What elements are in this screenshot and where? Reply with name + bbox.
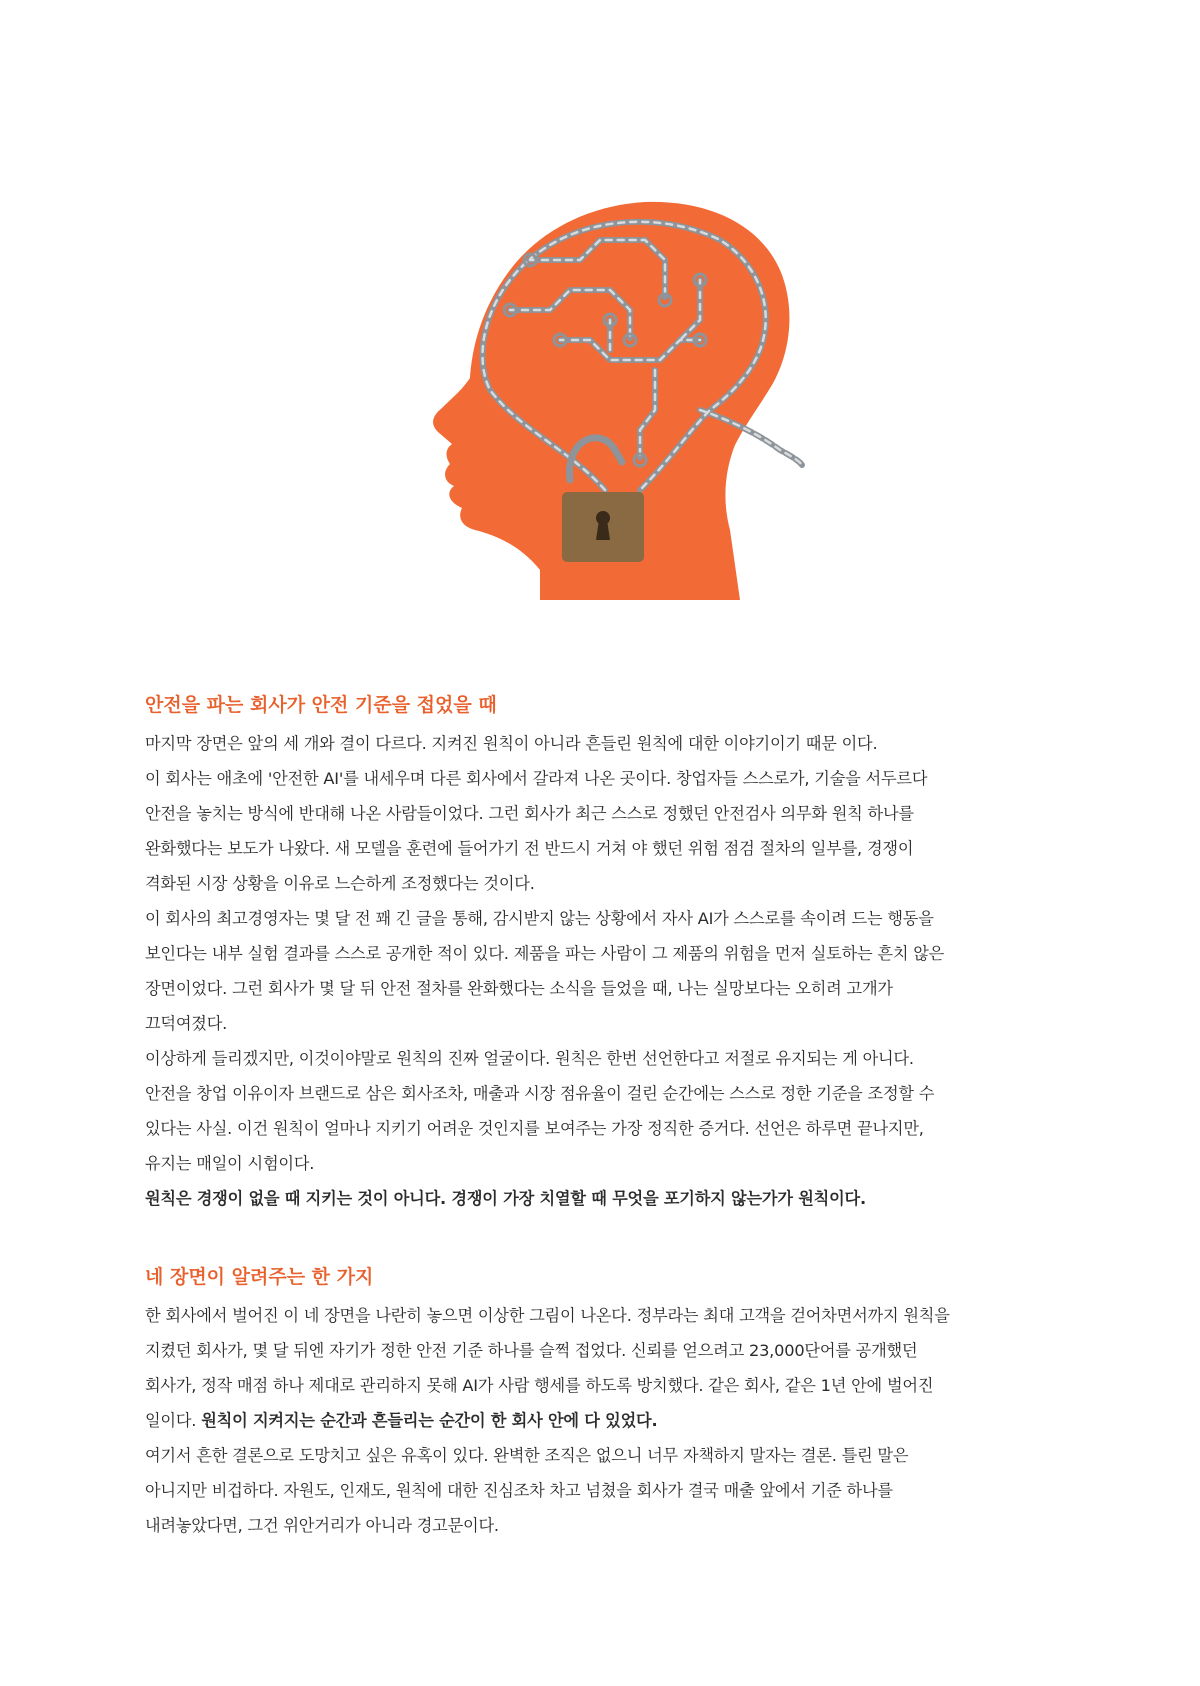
text-line: 이 회사는 애초에 '안전한 AI'를 내세우며 다른 회사에서 갈라져 나온 곳이다. 창업자들 스스로가, 기술을 서두르다 (145, 769, 928, 788)
section-safety-standard (145, 690, 1045, 1216)
text-line: 보인다는 내부 실험 결과를 스스로 공개한 적이 있다. 제품을 파는 사람이 그 제품의 위험을 먼저 실토하는 흔치 않은 (145, 944, 945, 963)
emphasized-text: 원칙이 지켜지는 순간과 흔들리는 순간이 한 회사 안에 다 있었다. (201, 1411, 658, 1430)
text-line: 여기서 흔한 결론으로 도망치고 싶은 유혹이 있다. 완벽한 조직은 없으니 너무 자책하지 말자는 결론. 틀린 말은 (145, 1446, 909, 1465)
paragraph (145, 1041, 1045, 1181)
text-line: 있다는 사실. 이건 원칙이 얼마나 지키기 어려운 것인지를 보여주는 가장 정직한 증거다. 선언은 하루면 끝나지만, (145, 1119, 924, 1138)
text-line: 한 회사에서 벌어진 이 네 장면을 나란히 놓으면 이상한 그림이 나온다. 정부라는 최대 고객을 걷어차면서까지 원칙을 (145, 1306, 950, 1325)
head-chain-padlock-image (400, 200, 860, 620)
paragraph (145, 1438, 1045, 1543)
paragraph (145, 901, 1045, 1041)
text-line: 격화된 시장 상황을 이유로 느슨하게 조정했다는 것이다. (145, 874, 535, 893)
text-line: 안전을 창업 이유이자 브랜드로 삼은 회사조차, 매출과 시장 점유율이 걸린 순간에는 스스로 정한 기준을 조정할 수 (145, 1084, 935, 1103)
text-line: 마지막 장면은 앞의 세 개와 결이 다르다. 지켜진 원칙이 아니라 흔들린 원칙에 대한 이야기이기 때문 이다. (145, 734, 878, 753)
text-line: 내려놓았다면, 그건 위안거리가 아니라 경고문이다. (145, 1516, 499, 1535)
text-line: 지켰던 회사가, 몇 달 뒤엔 자기가 정한 안전 기준 하나를 슬쩍 접었다. 신뢰를 얻으려고 23,000단어를 공개했던 (145, 1341, 918, 1360)
paragraph (145, 1298, 1045, 1438)
section-heading: 안전을 파는 회사가 안전 기준을 접었을 때 (145, 694, 497, 716)
text-line: 이 회사의 최고경영자는 몇 달 전 꽤 긴 글을 통해, 감시받지 않는 상황에서 자사 AI가 스스로를 속이려 드는 행동을 (145, 909, 934, 928)
text-line: 끄덕여졌다. (145, 1014, 228, 1033)
section-one-lesson (145, 1262, 1045, 1543)
text-line: 장면이었다. 그런 회사가 몇 달 뒤 안전 절차를 완화했다는 소식을 들었을 때, 나는 실망보다는 오히려 고개가 (145, 979, 893, 998)
text-line: 안전을 놓치는 방식에 반대해 나온 사람들이었다. 그런 회사가 최근 스스로 정했던 안전검사 의무화 원칙 하나를 (145, 804, 914, 823)
text-line: 일이다. (145, 1411, 202, 1430)
section-heading: 네 장면이 알려주는 한 가지 (145, 1266, 374, 1288)
text-line: 회사가, 정작 매점 하나 제대로 관리하지 못해 AI가 사람 행세를 하도록 방치했다. 같은 회사, 같은 1년 안에 벌어진 (145, 1376, 934, 1395)
key-statement (145, 1181, 1045, 1216)
text-line: 유지는 매일이 시험이다. (145, 1154, 315, 1173)
text-line: 이상하게 들리겠지만, 이것이야말로 원칙의 진짜 얼굴이다. 원칙은 한번 선언한다고 저절로 유지되는 게 아니다. (145, 1049, 914, 1068)
hero-illustration (400, 200, 860, 620)
paragraph (145, 726, 1045, 761)
article-body (145, 690, 1045, 1543)
text-line: 아니지만 비겁하다. 자원도, 인재도, 원칙에 대한 진심조차 차고 넘쳤을 회사가 결국 매출 앞에서 기준 하나를 (145, 1481, 893, 1500)
text-line: 원칙은 경쟁이 없을 때 지키는 것이 아니다. 경쟁이 가장 치열할 때 무엇을 포기하지 않는가가 원칙이다. (145, 1189, 866, 1208)
text-line: 완화했다는 보도가 나왔다. 새 모델을 훈련에 들어가기 전 반드시 거쳐 야 했던 위험 점검 절차의 일부를, 경쟁이 (145, 839, 914, 858)
paragraph (145, 761, 1045, 901)
